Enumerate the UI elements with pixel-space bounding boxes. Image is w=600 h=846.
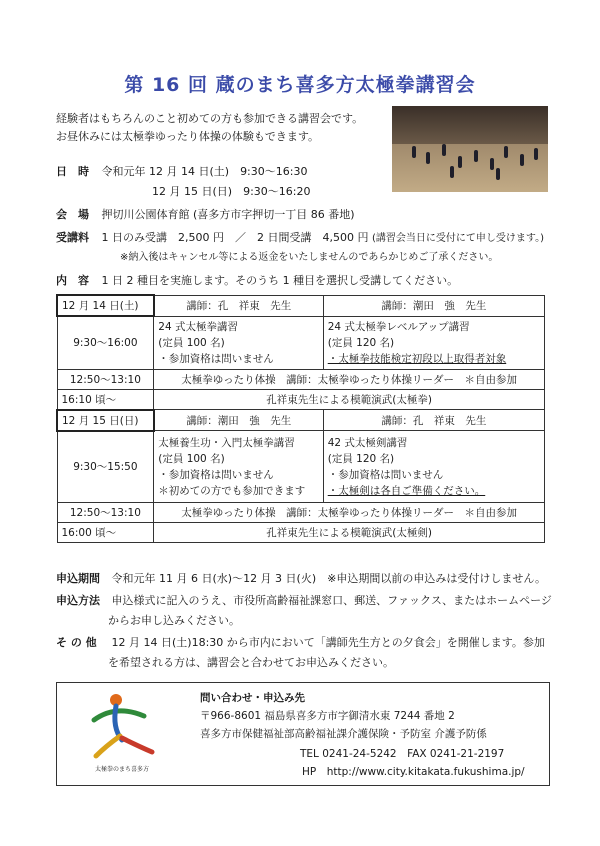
fee-paren: (講習会当日に受付にて申し受けます。) — [371, 233, 544, 244]
day1-demo-text: 孔祥東先生による模範演武(太極拳) — [154, 389, 545, 410]
day1-lunch-text: 太極拳ゆったり体操 講師：太極拳ゆったり体操リーダー ＊自由参加 — [154, 369, 545, 389]
intro-text — [56, 110, 363, 146]
day1-instructor-b: 講師：潮田 強 先生 — [323, 295, 544, 316]
other-label: そ の 他 — [56, 636, 97, 649]
intro-line-1: 経験者はもちろんのこと初めての方も参加できる講習会です。 — [56, 112, 364, 125]
other-row — [56, 635, 545, 651]
venue-name: 押切川公園体育館 — [101, 208, 190, 221]
contact-hp: HP http://www.city.kitakata.fukushima.jp/ — [302, 766, 525, 778]
apply-method-line-2: からお申し込みください。 — [108, 614, 240, 627]
taichi-figure-icon — [86, 690, 158, 760]
event-photo — [392, 106, 548, 192]
apply-period-label: 申込期間 — [56, 572, 100, 585]
day1-date: 12 月 14 日(土) — [57, 295, 154, 316]
venue-row — [56, 207, 355, 223]
schedule-table — [56, 294, 545, 543]
venue-label: 会 場 — [56, 208, 89, 221]
date-line-1: 令和元年 12 月 14 日(土) 9:30～16:30 — [101, 165, 308, 178]
day2-demo-text: 孔祥東先生による模範演武(太極剣) — [154, 523, 545, 543]
day1-lunch-time: 12:50～13:10 — [57, 369, 154, 389]
date-row — [56, 164, 307, 180]
apply-method-line-1: 申込様式に記入のうえ、市役所高齢福祉課窓口、郵送、ファックス、またはホームページ — [111, 594, 552, 607]
apply-period-row — [56, 571, 546, 587]
fee-row — [56, 230, 544, 247]
day2-date: 12 月 15 日(日) — [57, 410, 154, 431]
content-row — [56, 273, 458, 289]
other-line-2: を希望される方は、講習会と合わせてお申込みください。 — [108, 656, 394, 669]
fee-text: 1 日のみ受講 2,500 円 ／ 2 日間受講 4,500 円 — [101, 231, 369, 244]
apply-method-row — [56, 593, 552, 609]
day2-lunch-text: 太極拳ゆったり体操 講師：太極拳ゆったり体操リーダー ＊自由参加 — [154, 503, 545, 523]
contact-dept: 喜多方市保健福祉部高齢福祉課介護保険・予防室 介護予防係 — [200, 728, 487, 740]
logo-caption: 太極拳のまち喜多方 — [94, 766, 149, 773]
day1-course-b: 24 式太極拳レベルアップ講習 (定員 120 名) ・太極拳技能検定初段以上取得者対象 — [323, 316, 544, 369]
content-label: 内 容 — [56, 274, 89, 287]
contact-address: 〒966-8601 福島県喜多方市字御清水東 7244 番地 2 — [200, 710, 455, 722]
contact-tel: TEL 0241-24-5242 FAX 0241-21-2197 — [300, 748, 505, 760]
apply-period-text: 令和元年 11 月 6 日(水)～12 月 3 日(火) ※申込期間以前の申込みは受付けしません。 — [111, 572, 547, 585]
logo — [86, 690, 158, 772]
content-text: 1 日 2 種目を実施します。そのうち 1 種目を選択し受講してください。 — [101, 274, 459, 287]
day2-course-a: 太極養生功・入門太極拳講習 (定員 100 名) ・参加資格は問いません ＊初めての方でも参加できます — [154, 431, 323, 503]
contact-heading: 問い合わせ・申込み先 — [200, 692, 305, 704]
day2-instructor-a: 講師：潮田 強 先生 — [154, 410, 323, 431]
date-line-2: 12 月 15 日(日) 9:30～16:20 — [152, 185, 311, 198]
day1-instructor-a: 講師：孔 祥東 先生 — [154, 295, 323, 316]
intro-line-2: お昼休みには太極拳ゆったり体操の体験もできます。 — [56, 130, 320, 143]
day2-demo-time: 16:00 頃～ — [57, 523, 154, 543]
day2-lunch-time: 12:50～13:10 — [57, 503, 154, 523]
day2-instructor-b: 講師：孔 祥東 先生 — [323, 410, 544, 431]
page-title: 第 16 回 蔵のまち喜多方太極拳講習会 — [124, 74, 476, 96]
day1-session-time: 9:30～16:00 — [57, 316, 154, 369]
day1-course-a: 24 式太極拳講習 (定員 100 名) ・参加資格は問いません — [154, 316, 323, 369]
day2-session-time: 9:30～15:50 — [57, 431, 154, 503]
date-label: 日 時 — [56, 165, 89, 178]
fee-note: ※納入後はキャンセル等による返金をいたしませんのであらかじめご了承ください。 — [120, 252, 499, 263]
other-line-1: 12 月 14 日(土)18:30 から市内において「講師先生方との夕食会」を開催します。参加 — [111, 636, 545, 649]
apply-method-label: 申込方法 — [56, 594, 100, 607]
venue-address: (喜多方市字押切一丁目 86 番地) — [193, 208, 355, 221]
day2-course-b: 42 式太極剣講習 (定員 120 名) ・参加資格は問いません ・太極剣は各自ご準備ください。 — [323, 431, 544, 503]
fee-label: 受講料 — [56, 231, 89, 244]
day1-demo-time: 16:10 頃～ — [57, 389, 154, 410]
